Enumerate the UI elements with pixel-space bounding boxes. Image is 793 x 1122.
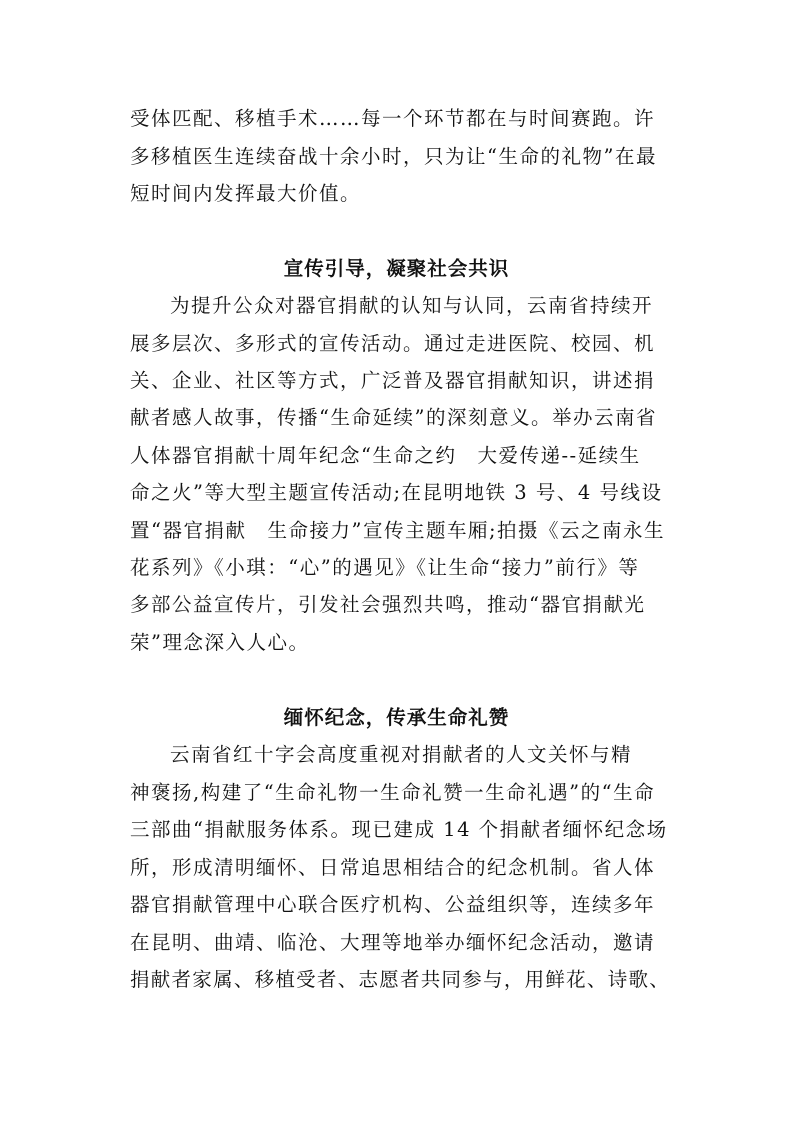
section-heading-publicity: 宣传引导，凝聚社会共识 — [283, 257, 510, 280]
section-heading-memorial: 缅怀纪念，传承生命礼赞 — [283, 706, 510, 729]
publicity-line-7: 置“器官捐献 生命接力”宣传主题车厢;拍摄《云之南永生 — [130, 519, 666, 542]
intro-line-1: 受体匹配、移植手术……每一个环节都在与时间赛跑。许 — [130, 107, 656, 130]
publicity-line-5: 人体器官捐献十周年纪念“生命之约 大爱传递--延续生 — [130, 444, 641, 467]
publicity-line-9: 多部公益宣传片，引发社会强烈共鸣，推动“器官捐献光 — [130, 593, 646, 616]
publicity-line-6: 命之火”等大型主题宣传活动;在昆明地铁 3 号、4 号线设 — [130, 481, 663, 504]
memorial-line-5: 器官捐献管理中心联合医疗机构、公益组织等，连续多年 — [130, 893, 656, 916]
publicity-line-3: 关、企业、社区等方式，广泛普及器官捐献知识，讲述捐 — [130, 369, 656, 392]
memorial-line-2: 神褒扬,构建了“生命礼物一生命礼赞一生命礼遇”的“生命 — [130, 781, 656, 804]
publicity-line-2: 展多层次、多形式的宣传活动。通过走进医院、校园、机 — [130, 332, 656, 355]
memorial-line-7: 捐献者家属、移植受者、志愿者共同参与，用鲜花、诗歌、 — [130, 968, 671, 991]
memorial-line-6: 在昆明、曲靖、临沧、大理等地举办缅怀纪念活动，邀请 — [130, 931, 656, 954]
intro-line-2: 多移植医生连续奋战十余小时，只为让“生命的礼物”在最 — [130, 145, 657, 168]
intro-line-3: 短时间内发挥最大价值。 — [130, 182, 362, 205]
publicity-line-1: 为提升公众对器官捐献的认知与认同，云南省持续开 — [170, 294, 654, 317]
publicity-line-8: 花系列》《小琪：“心”的遇见》《让生命“接力”前行》等 — [130, 556, 640, 579]
publicity-line-10: 荣”理念深入人心。 — [130, 631, 310, 654]
memorial-line-3: 三部曲“捐献服务体系。现已建成 14 个捐献者缅怀纪念场 — [130, 818, 668, 841]
publicity-line-4: 献者感人故事，传播“生命延续”的深刻意义。举办云南省 — [130, 406, 657, 429]
memorial-line-1: 云南省红十字会高度重视对捐献者的人文关怀与精 — [170, 743, 633, 766]
memorial-line-4: 所，形成清明缅怀、日常追思相结合的纪念机制。省人体 — [130, 856, 656, 879]
